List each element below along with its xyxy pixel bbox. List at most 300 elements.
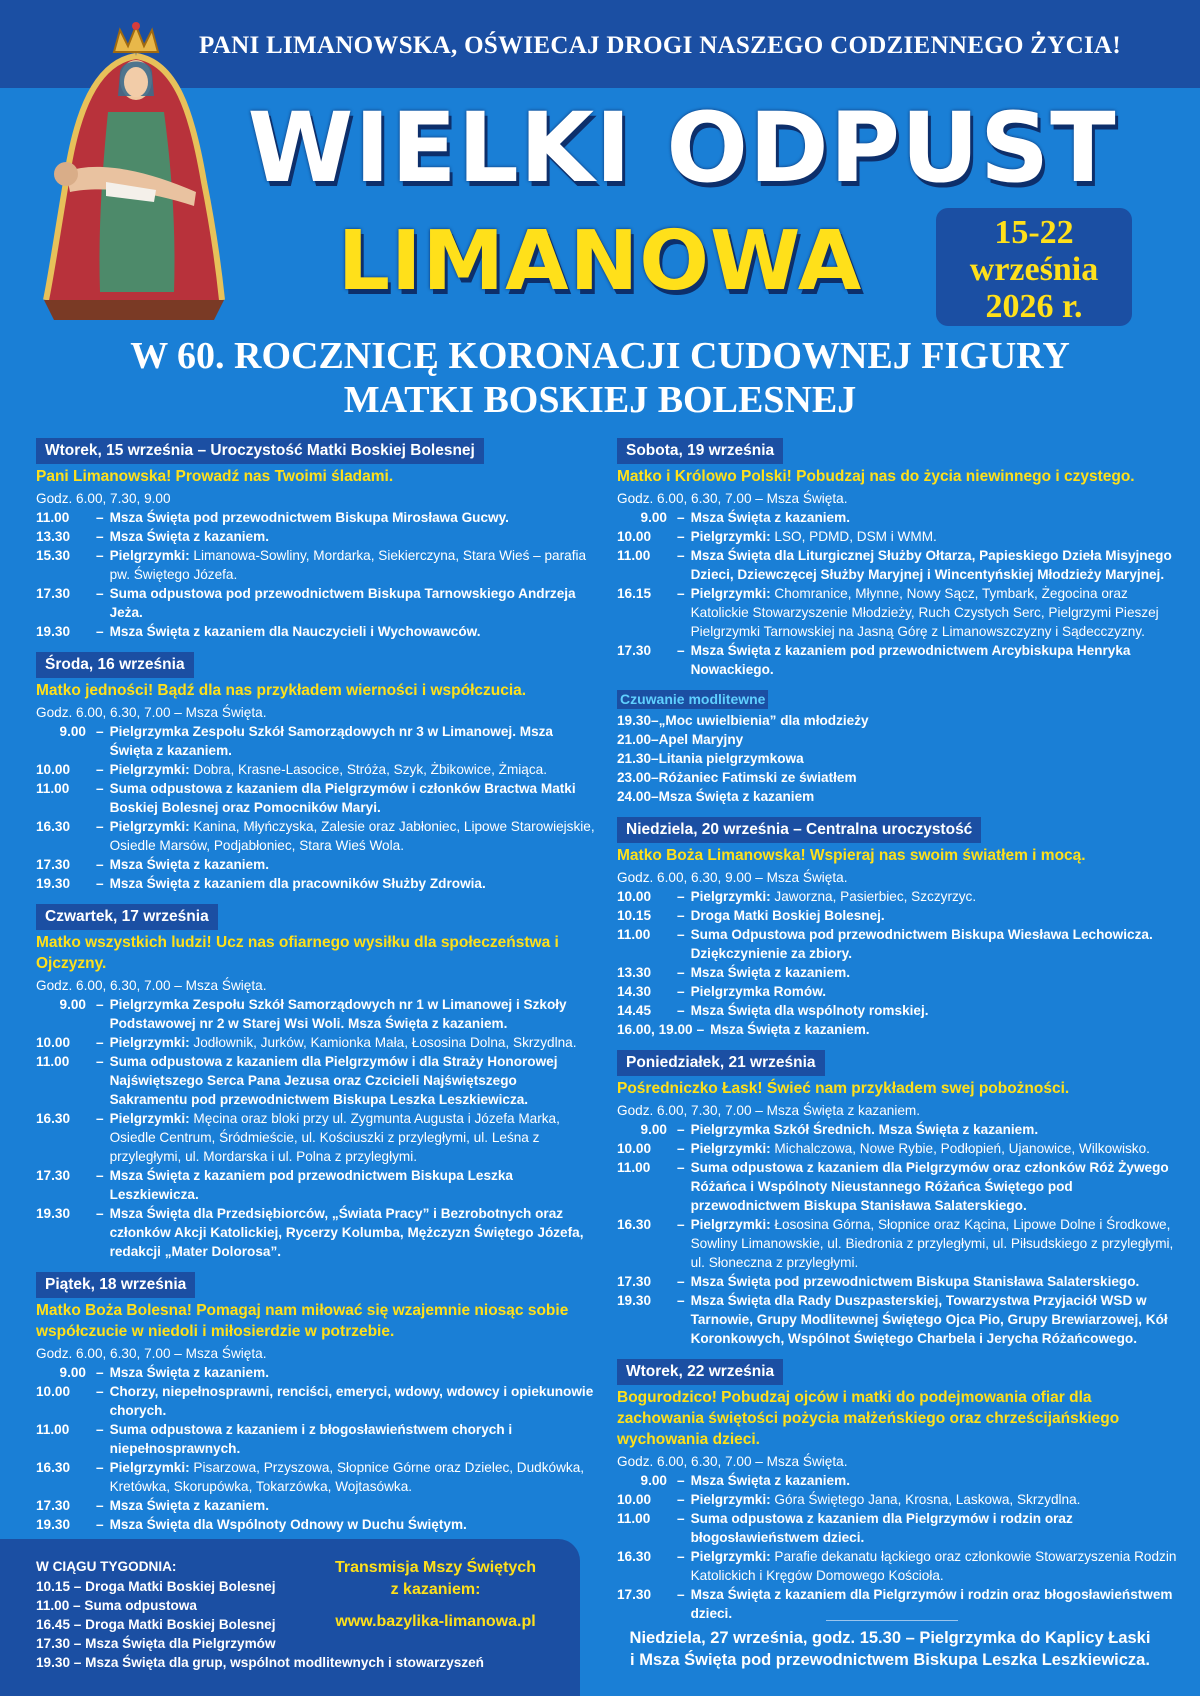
entry-time: 9.00 — [59, 1365, 86, 1380]
entry-text — [110, 1109, 596, 1166]
vigil-time: 24.00 — [617, 789, 652, 804]
entry-bold: Msza Święta z kazaniem. — [690, 965, 850, 980]
weekly-text: Msza Święta dla grup, wspólnot modlitewnych i stowarzyszeń — [85, 1655, 484, 1670]
entry-text — [110, 546, 596, 584]
entry-text — [110, 584, 596, 622]
entry-bold: Suma odpustowa z kazaniem dla Pielgrzymów oraz członków Róż Żywego Różańca i Wspólnoty Nieustannego Różańca Świętego pod przewodnictwem Biskupa Stanisława Salaterskiego. — [690, 1160, 1169, 1213]
entry-dash: – — [677, 1122, 685, 1137]
entry-bold: Msza Święta pod przewodnictwem Biskupa Mirosława Gucwy. — [109, 510, 509, 525]
entry-dash: – — [96, 1054, 104, 1069]
entry-dash: – — [677, 1160, 685, 1175]
entry-text — [691, 527, 1177, 546]
entry-bold: Msza Święta z kazaniem. — [690, 1473, 850, 1488]
entry-text — [110, 622, 596, 641]
entry-text — [691, 925, 1177, 963]
vigil-text: „Moc uwielbienia” dla młodzieży — [658, 713, 869, 728]
vigil-text: Apel Maryjny — [658, 732, 744, 747]
day-header: Środa, 16 września — [36, 652, 194, 678]
entry-text — [710, 1020, 1177, 1039]
entry-dash: – — [677, 643, 685, 658]
entry-text — [110, 760, 596, 779]
day-block — [617, 438, 1177, 679]
entry-bold: Msza Święta dla wspólnoty romskiej. — [690, 1003, 929, 1018]
schedule-entry — [617, 1585, 1177, 1623]
entry-dash: – — [677, 1003, 685, 1018]
schedule-entry — [36, 817, 596, 855]
entry-dash: – — [677, 984, 685, 999]
entry-bold: Suma odpustowa z kazaniem i z błogosławieństwem chorych i niepełnosprawnych. — [109, 1422, 513, 1456]
schedule-entry — [36, 1166, 596, 1204]
day-header: Poniedziałek, 21 września — [617, 1050, 825, 1076]
schedule-entry — [36, 722, 596, 760]
entry-bold: Suma Odpustowa pod przewodnictwem Biskupa Wiesława Lechowicza. Dziękczynienie za zbiory. — [690, 927, 1153, 961]
mass-hours: Godz. 6.00, 7.30, 7.00 – Msza Święta z kazaniem. — [617, 1103, 920, 1118]
subtitle-line-2: MATKI BOSKIEJ BOLESNEJ — [343, 379, 857, 421]
entry-bold: Chorzy, niepełnosprawni, renciści, emeryci, wdowy, wdowcy i opiekunowie chorych. — [109, 1384, 594, 1418]
entry-time: 19.30 — [36, 1206, 71, 1221]
schedule-entry — [36, 1109, 596, 1166]
entry-text — [110, 779, 596, 817]
entry-time: 9.00 — [640, 510, 667, 525]
entry-text — [110, 508, 596, 527]
entry-time: 11.00 — [36, 1422, 70, 1437]
schedule-entry — [36, 1420, 596, 1458]
entry-text — [110, 1382, 596, 1420]
schedule-entry — [36, 1052, 596, 1109]
date-month: września — [969, 251, 1099, 288]
mass-hours: Godz. 6.00, 6.30, 7.00 – Msza Święta. — [617, 491, 848, 506]
entry-time: 13.30 — [617, 965, 652, 980]
day-header: Wtorek, 22 września — [617, 1359, 783, 1385]
entry-dash: – — [96, 762, 104, 777]
weekly-text: Droga Matki Boskiej Bolesnej — [85, 1579, 276, 1594]
entry-detail: Łososina Górna, Słopnice oraz Kącina, Lipowe Dolne i Środkowe, Sowliny Limanowskie, ul. Biedronia z przyległymi, ul. Piłsudskiego z przyległymi, ul. Słoneczna z przyległymi. — [690, 1217, 1174, 1270]
day-block — [36, 652, 596, 893]
entry-dash: – — [96, 857, 104, 872]
schedule-entry — [617, 1158, 1177, 1215]
date-range: 15-22 — [994, 214, 1074, 251]
entry-text — [691, 982, 1177, 1001]
entry-bold: Pielgrzymki: — [109, 762, 190, 777]
weekly-text: Msza Święta dla Pielgrzymów — [85, 1636, 276, 1651]
day-header: Niedziela, 20 września – Centralna uroczystość — [617, 817, 981, 843]
entry-text — [110, 855, 596, 874]
weekly-time: 10.15 — [36, 1579, 71, 1594]
schedule-entry — [617, 641, 1177, 679]
weekly-time: 11.00 — [36, 1598, 70, 1613]
weekly-text: Droga Matki Boskiej Bolesnej — [85, 1617, 276, 1632]
entry-dash: – — [96, 586, 104, 601]
entry-dash: – — [677, 510, 685, 525]
entry-text — [110, 1515, 596, 1534]
schedule-entry — [617, 1547, 1177, 1585]
entry-dash: – — [677, 1274, 685, 1289]
entry-text — [110, 1033, 596, 1052]
entry-text — [110, 722, 596, 760]
vigil-text: Różaniec Fatimski ze światłem — [658, 770, 857, 785]
entry-bold: Pielgrzymki: — [690, 1549, 771, 1564]
schedule-entry — [36, 584, 596, 622]
transmission-line-2: z kazaniem: — [390, 1581, 481, 1598]
header-motto: PANI LIMANOWSKA, OŚWIECAJ DROGI NASZEGO CODZIENNEGO ŻYCIA! — [199, 32, 1121, 59]
entry-time: 10.00 — [36, 1035, 71, 1050]
weekly-time: 19.30 — [36, 1655, 71, 1670]
schedule-entry — [36, 1382, 596, 1420]
day-header: Sobota, 19 września — [617, 438, 783, 464]
entry-text — [691, 1139, 1177, 1158]
entry-detail: Męcina oraz bloki przy ul. Zygmunta Augusta i Józefa Marka, Osiedle Centrum, Śródmieście, ul. Kościuszki z przyległymi, ul. Leśna z przyległymi, ul. Mordarska i ul. Polna z przyległymi. — [109, 1111, 560, 1164]
entry-bold: Msza Święta z kazaniem. — [109, 1498, 269, 1513]
entry-bold: Msza Święta dla Wspólnoty Odnowy w Duchu Świętym. — [109, 1517, 467, 1532]
entry-time: 17.30 — [617, 1274, 652, 1289]
entry-time: 15.30 — [36, 548, 71, 563]
vigil-time: 21.00 — [617, 732, 652, 747]
entry-text — [691, 1272, 1177, 1291]
mass-hours: Godz. 6.00, 7.30, 9.00 — [36, 491, 171, 506]
weekly-entry — [36, 1634, 366, 1653]
entry-text — [691, 1585, 1177, 1623]
schedule-entry — [36, 527, 596, 546]
entry-text — [691, 1471, 1177, 1490]
entry-text — [110, 874, 596, 893]
entry-dash: – — [96, 624, 104, 639]
vigil-label: Czuwanie modlitewne — [617, 690, 768, 709]
schedule-entry — [36, 622, 596, 641]
schedule-entry — [617, 508, 1177, 527]
entry-bold: Pielgrzymki: — [109, 548, 190, 563]
entry-bold: Msza Święta z kazaniem pod przewodnictwem Arcybiskupa Henryka Nowackiego. — [690, 643, 1131, 677]
entry-time: 10.00 — [617, 889, 652, 904]
entry-detail: Dobra, Krasne-Lasocice, Stróża, Szyk, Żbikowice, Żmiąca. — [189, 762, 547, 777]
entry-time: 10.00 — [617, 529, 652, 544]
entry-bold: Msza Święta dla Przedsiębiorców, „Świata Pracy” i Bezrobotnych oraz członków Akcji Katolickiej, Rycerzy Kolumba, Mężczyzn Świętego Józefa, redakcji „Mater Dolorosa”. — [109, 1206, 584, 1259]
entry-detail: Pisarzowa, Przyszowa, Słopnice Górne oraz Dzielec, Dudkówka, Kretówka, Skorupówka, Tokarzówka, Wojtasówka. — [109, 1460, 585, 1494]
weekly-text: Suma odpustowa — [84, 1598, 197, 1613]
entry-time: 14.45 — [617, 1003, 652, 1018]
day-motto: Bogurodzico! Pobudzaj ojców i matki do podejmowania ofiar dla zachowania świętości pożycia małżeńskiego oraz chrześcijańskiego wychowania dzieci. — [617, 1389, 1120, 1448]
vigil-block — [617, 690, 1177, 806]
schedule-entry — [36, 546, 596, 584]
entry-dash: – — [96, 1365, 104, 1380]
entry-bold: Msza Święta z kazaniem. — [109, 529, 269, 544]
day-motto: Matko Boża Bolesna! Pomagaj nam miłować się wzajemnie niosąc sobie współczucie w niedoli i miłosierdzie w potrzebie. — [36, 1302, 569, 1340]
entry-dash: – — [677, 1293, 685, 1308]
schedule-entry — [36, 995, 596, 1033]
day-block — [36, 904, 596, 1261]
schedule-entry — [617, 887, 1177, 906]
entry-dash: – — [96, 997, 104, 1012]
entry-text — [110, 1052, 596, 1109]
entry-time: 17.30 — [617, 1587, 652, 1602]
schedule-entry — [617, 1120, 1177, 1139]
day-header: Piątek, 18 września — [36, 1272, 195, 1298]
entry-time: 11.00 — [36, 781, 70, 796]
entry-text — [110, 995, 596, 1033]
day-motto: Matko Boża Limanowska! Wspieraj nas swoim światłem i mocą. — [617, 847, 1086, 864]
entry-bold: Pielgrzymki: — [690, 1492, 771, 1507]
entry-time: 10.15 — [617, 908, 652, 923]
vigil-time: 19.30 — [617, 713, 652, 728]
day-block — [36, 1272, 596, 1534]
entry-dash: – — [69, 1598, 85, 1613]
entry-dash: – — [96, 876, 104, 891]
day-block — [617, 1050, 1177, 1348]
entry-time: 16.15 — [617, 586, 652, 601]
schedule-entry — [617, 1272, 1177, 1291]
mass-hours: Godz. 6.00, 6.30, 9.00 – Msza Święta. — [617, 870, 848, 885]
schedule-entry — [617, 1215, 1177, 1272]
entry-time: 16.30 — [36, 819, 71, 834]
mass-hours: Godz. 6.00, 6.30, 7.00 – Msza Święta. — [36, 978, 267, 993]
entry-text — [691, 584, 1177, 641]
entry-bold: Msza Święta z kazaniem dla Nauczycieli i Wychowawców. — [109, 624, 481, 639]
schedule-entry — [36, 1363, 596, 1382]
entry-text — [110, 1458, 596, 1496]
entry-time: 19.30 — [36, 624, 71, 639]
vigil-text: Msza Święta z kazaniem — [658, 789, 815, 804]
anniversary-subtitle — [60, 334, 1140, 422]
weekly-title: W CIĄGU TYGODNIA: — [36, 1559, 177, 1574]
entry-dash: – — [677, 1473, 685, 1488]
entry-time: 10.00 — [617, 1141, 652, 1156]
main-title: WIELKI ODPUST — [247, 92, 1117, 204]
entry-time: 11.00 — [36, 510, 70, 525]
entry-text — [691, 1158, 1177, 1215]
weekly-time: 17.30 — [36, 1636, 71, 1651]
date-year: 2026 r. — [985, 288, 1083, 325]
entry-text — [110, 1496, 596, 1515]
mass-hours: Godz. 6.00, 6.30, 7.00 – Msza Święta. — [36, 1346, 267, 1361]
entry-dash: – — [677, 529, 685, 544]
entry-dash: – — [70, 1655, 86, 1670]
entry-time: 9.00 — [59, 724, 86, 739]
schedule-entry — [617, 1509, 1177, 1547]
entry-text — [110, 1204, 596, 1261]
vigil-entry — [617, 730, 1177, 749]
entry-dash: – — [677, 1492, 685, 1507]
vigil-time: 21.30 — [617, 751, 652, 766]
entry-detail: LSO, PDMD, DSM i WMM. — [770, 529, 937, 544]
entry-dash: – — [70, 1636, 86, 1651]
entry-bold: Pielgrzymki: — [109, 1111, 190, 1126]
vigil-time: 23.00 — [617, 770, 652, 785]
schedule-entry — [617, 963, 1177, 982]
entry-time: 11.00 — [617, 927, 651, 942]
entry-bold: Pielgrzymki: — [690, 1217, 771, 1232]
entry-bold: Pielgrzymka Zespołu Szkół Samorządowych nr 3 w Limanowej. Msza Święta z kazaniem. — [109, 724, 553, 758]
entry-bold: Msza Święta z kazaniem. — [710, 1022, 870, 1037]
entry-dash: – — [96, 724, 104, 739]
mass-hours: Godz. 6.00, 6.30, 7.00 – Msza Święta. — [617, 1454, 848, 1469]
entry-dash: – — [96, 1035, 104, 1050]
entry-bold: Pielgrzymka Zespołu Szkół Samorządowych nr 1 w Limanowej i Szkoły Podstawowej nr 2 w Starej Wsi Woli. Msza Święta z kazaniem. — [109, 997, 567, 1031]
entry-time: 17.30 — [617, 643, 652, 658]
entry-dash: – — [696, 1022, 705, 1037]
entry-detail: Góra Świętego Jana, Krosna, Laskowa, Skrzydlna. — [770, 1492, 1081, 1507]
entry-bold: Droga Matki Boskiej Bolesnej. — [690, 908, 885, 923]
entry-text — [691, 1509, 1177, 1547]
day-motto: Matko jedności! Bądź dla nas przykładem wierności i współczucia. — [36, 682, 527, 699]
entry-text — [691, 508, 1177, 527]
entry-text — [691, 906, 1177, 925]
entry-text — [691, 1547, 1177, 1585]
schedule-entry — [617, 527, 1177, 546]
entry-text — [110, 527, 596, 546]
entry-time: 9.00 — [640, 1122, 667, 1137]
schedule-entry — [617, 1001, 1177, 1020]
entry-time: 13.30 — [36, 529, 71, 544]
entry-bold: Pielgrzymki: — [109, 1460, 190, 1475]
entry-text — [691, 963, 1177, 982]
entry-text — [691, 641, 1177, 679]
vigil-text: Litania pielgrzymkowa — [658, 751, 804, 766]
subtitle-line-1: W 60. ROCZNICĘ KORONACJI CUDOWNEJ FIGURY — [130, 335, 1070, 377]
entry-dash: – — [651, 751, 659, 766]
schedule-entry — [36, 1204, 596, 1261]
schedule-entry — [617, 906, 1177, 925]
entry-bold: Pielgrzymki: — [109, 819, 190, 834]
weekly-entry — [36, 1577, 366, 1596]
entry-dash: – — [677, 889, 685, 904]
entry-bold: Msza Święta z kazaniem. — [690, 510, 850, 525]
entry-dash: – — [96, 529, 104, 544]
entry-dash: – — [651, 770, 659, 785]
entry-dash: – — [651, 713, 659, 728]
day-block — [36, 438, 596, 641]
website-link[interactable]: www.bazylika-limanowa.pl — [335, 1613, 536, 1630]
day-motto: Pośredniczko Łask! Świeć nam przykładem swej pobożności. — [617, 1080, 1070, 1097]
entry-time: 14.30 — [617, 984, 652, 999]
entry-time: 16.30 — [36, 1460, 71, 1475]
entry-bold: Msza Święta z kazaniem pod przewodnictwem Biskupa Leszka Leszkiewicza. — [109, 1168, 513, 1202]
entry-dash: – — [677, 1141, 685, 1156]
entry-time: 9.00 — [640, 1473, 667, 1488]
entry-text — [691, 1120, 1177, 1139]
schedule-entry — [36, 1458, 596, 1496]
entry-time: 19.30 — [36, 1517, 71, 1532]
day-motto: Matko i Królowo Polski! Pobudzaj nas do życia niewinnego i czystego. — [617, 468, 1135, 485]
entry-dash: – — [651, 732, 659, 747]
entry-dash: – — [96, 1111, 104, 1126]
entry-time: 16.30 — [617, 1217, 652, 1232]
entry-text — [691, 1490, 1177, 1509]
schedule-entry — [617, 925, 1177, 963]
entry-detail: Jaworzna, Pasierbiec, Szczyrzyc. — [770, 889, 977, 904]
entry-time: 17.30 — [36, 1498, 71, 1513]
entry-bold: Suma odpustowa z kazaniem dla Pielgrzymów i dla Straży Honorowej Najświętszego Serca Pana Jezusa oraz Czcicieli Najświętszego Sakramentu pod przewodnictwem Biskupa Leszka Leszkiewicza. — [109, 1054, 558, 1107]
entry-time: 16.30 — [617, 1549, 652, 1564]
entry-dash: – — [96, 1384, 104, 1399]
entry-dash: – — [677, 1549, 685, 1564]
entry-dash: – — [677, 1587, 685, 1602]
entry-time: 19.30 — [617, 1293, 652, 1308]
entry-text — [691, 1001, 1177, 1020]
entry-dash: – — [96, 1517, 104, 1532]
schedule-entry — [36, 874, 596, 893]
entry-bold: Msza Święta z kazaniem dla Pielgrzymów i rodzin oraz błogosławieństwem dzieci. — [690, 1587, 1173, 1621]
day-block — [617, 817, 1177, 1039]
entry-detail: Michalczowa, Nowe Rybie, Podłopień, Ujanowice, Wilkowisko. — [770, 1141, 1150, 1156]
entry-bold: Pielgrzymki: — [690, 1141, 771, 1156]
day-block — [617, 1359, 1177, 1623]
final-line-1: Niedziela, 27 września, godz. 15.30 – Pielgrzymka do Kaplicy Łaski — [629, 1629, 1151, 1647]
entry-time: 16.00, 19.00 — [617, 1022, 693, 1037]
entry-dash: – — [70, 1617, 86, 1632]
weekly-entry — [36, 1653, 484, 1672]
entry-time: 11.00 — [617, 548, 651, 563]
entry-text — [691, 887, 1177, 906]
entry-dash: – — [677, 586, 685, 601]
entry-time: 16.30 — [36, 1111, 71, 1126]
entry-time: 10.00 — [617, 1492, 652, 1507]
entry-dash: – — [96, 819, 104, 834]
entry-bold: Pielgrzymki: — [690, 889, 771, 904]
entry-text — [691, 1215, 1177, 1272]
entry-bold: Suma odpustowa z kazaniem dla Pielgrzymów i rodzin oraz błogosławieństwem dzieci. — [690, 1511, 1073, 1545]
schedule-entry — [617, 1291, 1177, 1348]
schedule-left-column — [36, 438, 596, 1545]
entry-text — [110, 817, 596, 855]
entry-bold: Msza Święta z kazaniem. — [109, 857, 269, 872]
entry-detail: Jodłownik, Jurków, Kamionka Mała, Łososina Dolna, Skrzydlna. — [189, 1035, 577, 1050]
transmission-info — [318, 1557, 553, 1633]
entry-time: 10.00 — [36, 762, 71, 777]
schedule-entry — [36, 855, 596, 874]
schedule-entry — [36, 760, 596, 779]
final-line-2: i Msza Święta pod przewodnictwem Biskupa Leszka Leszkiewicza. — [630, 1651, 1150, 1669]
entry-bold: Msza Święta dla Rady Duszpasterskiej, Towarzystwa Przyjaciół WSD w Tarnowie, Grupy Modlitewnej Świętego Ojca Pio, Grupy Brewiarzowej, Kół Koronkowych, Wspólnot Świętego Charbela i Jerycha Różańcowego. — [690, 1293, 1168, 1346]
entry-dash: – — [96, 548, 104, 563]
vigil-entry — [617, 768, 1177, 787]
entry-time: 17.30 — [36, 1168, 71, 1183]
schedule-entry — [617, 982, 1177, 1001]
entry-detail: Limanowa-Sowliny, Mordarka, Siekierczyna, Stara Wieś – parafia pw. Świętego Józefa. — [109, 548, 587, 582]
schedule-entry — [36, 1515, 596, 1534]
entry-text — [691, 1291, 1177, 1348]
entry-dash: – — [677, 908, 685, 923]
entry-time: 17.30 — [36, 857, 71, 872]
entry-dash: – — [677, 927, 685, 942]
entry-dash: – — [677, 1511, 685, 1526]
final-announcement — [600, 1627, 1180, 1671]
schedule-entry — [36, 1496, 596, 1515]
mass-hours: Godz. 6.00, 6.30, 7.00 – Msza Święta. — [36, 705, 267, 720]
entry-text — [691, 546, 1177, 584]
vigil-entry — [617, 749, 1177, 768]
entry-time: 11.00 — [617, 1511, 651, 1526]
entry-dash: – — [96, 1206, 104, 1221]
entry-dash: – — [677, 548, 685, 563]
weekly-entry — [36, 1615, 366, 1634]
entry-time: 9.00 — [59, 997, 86, 1012]
weekly-entry — [36, 1596, 366, 1615]
entry-bold: Pielgrzymka Szkół Średnich. Msza Święta z kazaniem. — [690, 1122, 1039, 1137]
entry-dash: – — [677, 965, 685, 980]
entry-bold: Msza Święta pod przewodnictwem Biskupa Stanisława Salaterskiego. — [690, 1274, 1140, 1289]
city-title: LIMANOWA — [337, 214, 863, 309]
vigil-entry — [617, 711, 1177, 730]
entry-time: 11.00 — [617, 1160, 651, 1175]
day-header: Czwartek, 17 września — [36, 904, 218, 930]
entry-text — [110, 1420, 596, 1458]
entry-bold: Msza Święta z kazaniem. — [109, 1365, 269, 1380]
schedule-right-column — [617, 438, 1177, 1634]
schedule-entry — [36, 1033, 596, 1052]
vigil-entry — [617, 787, 1177, 806]
entry-dash: – — [96, 1460, 104, 1475]
entry-dash: – — [70, 1579, 86, 1594]
schedule-entry — [617, 546, 1177, 584]
